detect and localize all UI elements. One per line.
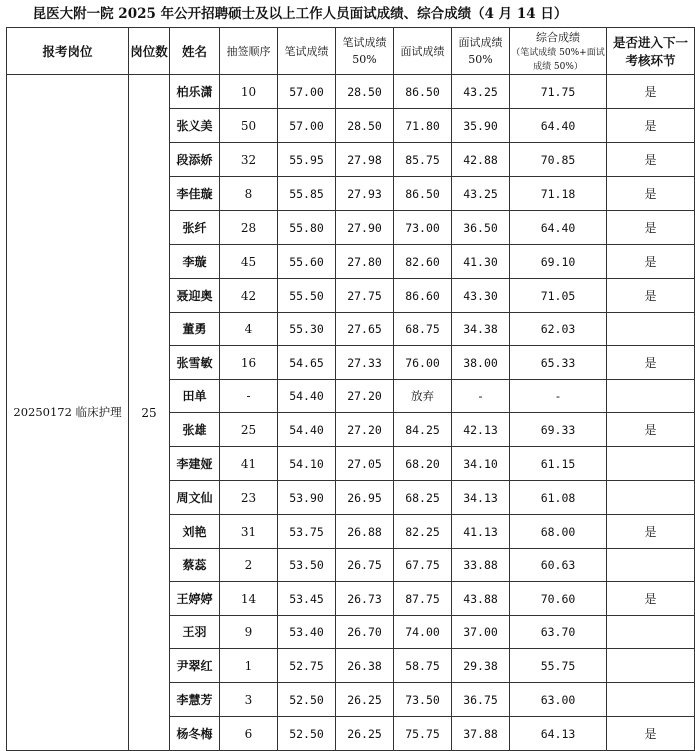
order-cell: 32 <box>220 143 278 177</box>
written-score-cell: 57.00 <box>278 109 336 143</box>
name-cell: 李慧芳 <box>170 683 220 717</box>
order-cell: 31 <box>220 515 278 549</box>
composite-score-cell: 63.00 <box>510 683 607 717</box>
composite-score-cell: 61.15 <box>510 447 607 481</box>
interview-50-cell: 41.13 <box>452 515 510 549</box>
name-cell: 王婷婷 <box>170 582 220 616</box>
table-row <box>7 75 695 109</box>
composite-score-cell: 64.40 <box>510 109 607 143</box>
composite-score-cell: 65.33 <box>510 346 607 380</box>
advance-cell <box>607 616 695 649</box>
written-score-cell: 55.80 <box>278 211 336 245</box>
written-50-cell: 28.50 <box>336 109 394 143</box>
interview-score-cell: 73.00 <box>394 211 452 245</box>
interview-score-cell: 68.75 <box>394 313 452 346</box>
order-cell: 42 <box>220 279 278 313</box>
header-written50: 笔试成绩 50% <box>336 28 394 75</box>
composite-score-cell: 63.70 <box>510 616 607 649</box>
order-cell: - <box>220 380 278 413</box>
interview-score-cell: 放弃 <box>394 380 452 413</box>
written-score-cell: 53.40 <box>278 616 336 649</box>
interview-50-cell: 41.30 <box>452 245 510 279</box>
composite-score-cell: 70.60 <box>510 582 607 616</box>
header-post: 报考岗位 <box>7 28 129 75</box>
interview-50-cell: 42.13 <box>452 413 510 447</box>
interview-score-cell: 74.00 <box>394 616 452 649</box>
name-cell: 李建娅 <box>170 447 220 481</box>
advance-cell: 是 <box>607 109 695 143</box>
advance-cell: 是 <box>607 582 695 616</box>
page-title: 昆医大附一院 2025 年公开招聘硕士及以上工作人员面试成绩、综合成绩（4 月 14 日） <box>32 6 568 22</box>
written-score-cell: 52.50 <box>278 683 336 717</box>
name-cell: 尹翠红 <box>170 649 220 683</box>
header-written: 笔试成绩 <box>278 28 336 75</box>
written-score-cell: 52.75 <box>278 649 336 683</box>
interview-score-cell: 82.60 <box>394 245 452 279</box>
header-row <box>7 28 695 75</box>
header-composite <box>510 28 607 75</box>
written-50-cell: 28.50 <box>336 75 394 109</box>
composite-score-cell: 71.75 <box>510 75 607 109</box>
written-50-cell: 27.20 <box>336 380 394 413</box>
interview-50-cell: 35.90 <box>452 109 510 143</box>
order-cell: 45 <box>220 245 278 279</box>
interview-50-cell: 34.38 <box>452 313 510 346</box>
advance-cell <box>607 481 695 515</box>
name-cell: 张义美 <box>170 109 220 143</box>
header-advance: 是否进入下一考核环节 <box>607 28 695 75</box>
written-50-cell: 27.05 <box>336 447 394 481</box>
written-50-cell: 27.65 <box>336 313 394 346</box>
composite-score-cell: 62.03 <box>510 313 607 346</box>
composite-score-cell: 70.85 <box>510 143 607 177</box>
header-composite-note: （笔试成绩 50%+面试成绩 50%） <box>511 47 605 72</box>
advance-cell: 是 <box>607 177 695 211</box>
results-table <box>6 27 695 751</box>
name-cell: 聂迎奥 <box>170 279 220 313</box>
post-count-cell: 25 <box>129 75 170 751</box>
advance-cell <box>607 649 695 683</box>
interview-50-cell: 43.88 <box>452 582 510 616</box>
name-cell: 董勇 <box>170 313 220 346</box>
interview-50-cell: 34.10 <box>452 447 510 481</box>
interview-50-cell: 37.00 <box>452 616 510 649</box>
written-score-cell: 55.85 <box>278 177 336 211</box>
written-50-cell: 27.80 <box>336 245 394 279</box>
interview-50-cell: 29.38 <box>452 649 510 683</box>
order-cell: 16 <box>220 346 278 380</box>
interview-50-cell: 34.13 <box>452 481 510 515</box>
header-order: 抽签顺序 <box>220 28 278 75</box>
written-50-cell: 26.95 <box>336 481 394 515</box>
order-cell: 9 <box>220 616 278 649</box>
order-cell: 23 <box>220 481 278 515</box>
name-cell: 田单 <box>170 380 220 413</box>
composite-score-cell: 55.75 <box>510 649 607 683</box>
header-interview: 面试成绩 <box>394 28 452 75</box>
interview-score-cell: 76.00 <box>394 346 452 380</box>
advance-cell: 是 <box>607 143 695 177</box>
interview-score-cell: 86.50 <box>394 75 452 109</box>
written-score-cell: 54.40 <box>278 413 336 447</box>
interview-score-cell: 58.75 <box>394 649 452 683</box>
interview-score-cell: 85.75 <box>394 143 452 177</box>
composite-score-cell: 64.13 <box>510 717 607 751</box>
written-50-cell: 26.75 <box>336 549 394 582</box>
interview-score-cell: 73.50 <box>394 683 452 717</box>
written-score-cell: 57.00 <box>278 75 336 109</box>
header-interview50: 面试成绩 50% <box>452 28 510 75</box>
written-50-cell: 27.90 <box>336 211 394 245</box>
header-name: 姓名 <box>170 28 220 75</box>
order-cell: 6 <box>220 717 278 751</box>
composite-score-cell: 71.18 <box>510 177 607 211</box>
advance-cell: 是 <box>607 515 695 549</box>
written-50-cell: 26.73 <box>336 582 394 616</box>
order-cell: 3 <box>220 683 278 717</box>
written-score-cell: 53.75 <box>278 515 336 549</box>
order-cell: 14 <box>220 582 278 616</box>
interview-50-cell: 38.00 <box>452 346 510 380</box>
interview-score-cell: 75.75 <box>394 717 452 751</box>
interview-score-cell: 68.25 <box>394 481 452 515</box>
results-body <box>7 75 695 751</box>
order-cell: 25 <box>220 413 278 447</box>
interview-50-cell: 43.25 <box>452 177 510 211</box>
written-50-cell: 26.88 <box>336 515 394 549</box>
advance-cell <box>607 549 695 582</box>
post-cell: 20250172 临床护理 <box>7 75 129 751</box>
advance-cell <box>607 683 695 717</box>
advance-cell: 是 <box>607 279 695 313</box>
composite-score-cell: 60.63 <box>510 549 607 582</box>
name-cell: 李佳璇 <box>170 177 220 211</box>
advance-cell: 是 <box>607 346 695 380</box>
name-cell: 李璇 <box>170 245 220 279</box>
name-cell: 张雄 <box>170 413 220 447</box>
interview-score-cell: 68.20 <box>394 447 452 481</box>
order-cell: 8 <box>220 177 278 211</box>
composite-score-cell: 68.00 <box>510 515 607 549</box>
written-50-cell: 27.93 <box>336 177 394 211</box>
advance-cell: 是 <box>607 75 695 109</box>
written-50-cell: 26.38 <box>336 649 394 683</box>
interview-score-cell: 82.25 <box>394 515 452 549</box>
written-score-cell: 54.65 <box>278 346 336 380</box>
advance-cell: 是 <box>607 211 695 245</box>
order-cell: 10 <box>220 75 278 109</box>
order-cell: 4 <box>220 313 278 346</box>
header-composite-label: 综合成绩 <box>536 30 580 44</box>
interview-50-cell: 43.30 <box>452 279 510 313</box>
composite-score-cell: 69.10 <box>510 245 607 279</box>
order-cell: 1 <box>220 649 278 683</box>
interview-score-cell: 84.25 <box>394 413 452 447</box>
written-score-cell: 54.10 <box>278 447 336 481</box>
header-count: 岗位数 <box>129 28 170 75</box>
interview-50-cell: 36.50 <box>452 211 510 245</box>
name-cell: 杨冬梅 <box>170 717 220 751</box>
composite-score-cell: 69.33 <box>510 413 607 447</box>
order-cell: 41 <box>220 447 278 481</box>
written-score-cell: 54.40 <box>278 380 336 413</box>
composite-score-cell: 71.05 <box>510 279 607 313</box>
name-cell: 刘艳 <box>170 515 220 549</box>
advance-cell <box>607 447 695 481</box>
written-score-cell: 55.95 <box>278 143 336 177</box>
advance-cell <box>607 380 695 413</box>
interview-50-cell: 42.88 <box>452 143 510 177</box>
written-score-cell: 55.50 <box>278 279 336 313</box>
interview-score-cell: 87.75 <box>394 582 452 616</box>
written-50-cell: 27.20 <box>336 413 394 447</box>
interview-score-cell: 86.60 <box>394 279 452 313</box>
written-50-cell: 26.25 <box>336 717 394 751</box>
name-cell: 周文仙 <box>170 481 220 515</box>
order-cell: 2 <box>220 549 278 582</box>
name-cell: 张纤 <box>170 211 220 245</box>
written-score-cell: 53.90 <box>278 481 336 515</box>
advance-cell <box>607 313 695 346</box>
name-cell: 张雪敏 <box>170 346 220 380</box>
written-score-cell: 55.30 <box>278 313 336 346</box>
interview-score-cell: 71.80 <box>394 109 452 143</box>
interview-score-cell: 67.75 <box>394 549 452 582</box>
interview-50-cell: 37.88 <box>452 717 510 751</box>
written-50-cell: 26.70 <box>336 616 394 649</box>
name-cell: 蔡蕊 <box>170 549 220 582</box>
advance-cell: 是 <box>607 717 695 751</box>
written-50-cell: 27.98 <box>336 143 394 177</box>
interview-50-cell: 33.88 <box>452 549 510 582</box>
name-cell: 王羽 <box>170 616 220 649</box>
interview-50-cell: 43.25 <box>452 75 510 109</box>
written-50-cell: 26.25 <box>336 683 394 717</box>
written-score-cell: 52.50 <box>278 717 336 751</box>
written-score-cell: 53.50 <box>278 549 336 582</box>
written-50-cell: 27.75 <box>336 279 394 313</box>
composite-score-cell: - <box>510 380 607 413</box>
composite-score-cell: 64.40 <box>510 211 607 245</box>
order-cell: 28 <box>220 211 278 245</box>
composite-score-cell: 61.08 <box>510 481 607 515</box>
order-cell: 50 <box>220 109 278 143</box>
advance-cell: 是 <box>607 245 695 279</box>
advance-cell: 是 <box>607 413 695 447</box>
name-cell: 段添娇 <box>170 143 220 177</box>
written-score-cell: 55.60 <box>278 245 336 279</box>
interview-score-cell: 86.50 <box>394 177 452 211</box>
interview-50-cell: - <box>452 380 510 413</box>
name-cell: 柏乐潇 <box>170 75 220 109</box>
written-score-cell: 53.45 <box>278 582 336 616</box>
interview-50-cell: 36.75 <box>452 683 510 717</box>
written-50-cell: 27.33 <box>336 346 394 380</box>
